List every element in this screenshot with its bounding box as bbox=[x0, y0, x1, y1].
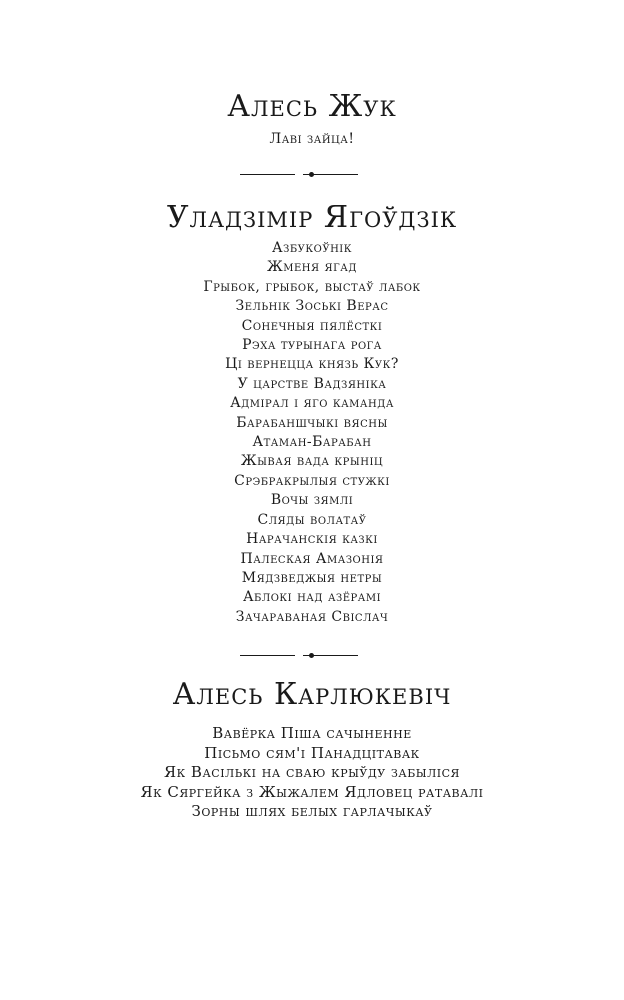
work-title: Зельнік Зоські Верас bbox=[235, 298, 389, 315]
work-title: Атаман-Барабан bbox=[252, 434, 372, 451]
ornament-divider bbox=[0, 651, 624, 661]
work-title: Нарачанскія казкі bbox=[246, 531, 378, 548]
divider-line bbox=[240, 655, 295, 656]
section-ales-zhuk bbox=[0, 90, 624, 149]
work-title: Жменя ягад bbox=[267, 259, 357, 276]
work-title: Барабаншчыкі вясны bbox=[236, 414, 388, 431]
work-title: Палеская Амазонія bbox=[240, 550, 384, 567]
work-title: Рэха турынага рога bbox=[242, 337, 382, 354]
work-title: Адмірал і яго каманда bbox=[230, 395, 394, 412]
divider-line bbox=[240, 174, 295, 175]
author-name: Алесь Карлюкевіч bbox=[172, 677, 452, 712]
work-title: Лаві зайца! bbox=[269, 131, 355, 147]
work-title: Вавёрка Піша сачыненне bbox=[212, 724, 412, 742]
work-title: Вочы зямлі bbox=[270, 492, 354, 509]
work-title: Жывая вада крыніц bbox=[240, 453, 384, 470]
work-title: Аблокі над азёрамі bbox=[242, 589, 382, 606]
work-title: Як Васількі на сваю крыўду забыліся bbox=[164, 763, 460, 782]
work-title: Азбукоўнік bbox=[272, 240, 352, 256]
author-name: Уладзімір Ягоўдзік bbox=[166, 200, 458, 235]
work-title: Срэбракрылыя стужкі bbox=[234, 472, 390, 489]
work-title: Зачараваная Свіслач bbox=[235, 608, 389, 625]
work-title: Ці вернецца князь Кук? bbox=[225, 356, 399, 373]
work-title: Пісьмо сям'і Панадцітавак bbox=[204, 743, 420, 762]
work-title: У царстве Вадзяніка bbox=[237, 375, 387, 392]
divider-line bbox=[303, 655, 358, 656]
works-list bbox=[0, 130, 624, 149]
section-uladzimir-yagoudzik bbox=[0, 201, 624, 627]
work-title: Як Сяргейка з Жыжалем Ядловец ратавалі bbox=[140, 782, 484, 801]
work-title: Зорны шлях белых гарлачыкаў bbox=[191, 802, 433, 821]
section-ales-karlyukevich bbox=[0, 678, 624, 822]
work-title: Сляды волатаў bbox=[257, 511, 367, 528]
author-name: Алесь Жук bbox=[227, 89, 397, 124]
ornament-divider bbox=[0, 170, 624, 180]
work-title: Грыбок, грыбок, выстаў лабок bbox=[203, 278, 421, 295]
work-title: Сонечныя пялёсткі bbox=[241, 317, 383, 334]
works-list bbox=[0, 239, 624, 627]
divider-line bbox=[303, 174, 358, 175]
work-title: Мядзведжыя нетры bbox=[241, 569, 383, 586]
works-list bbox=[0, 724, 624, 822]
